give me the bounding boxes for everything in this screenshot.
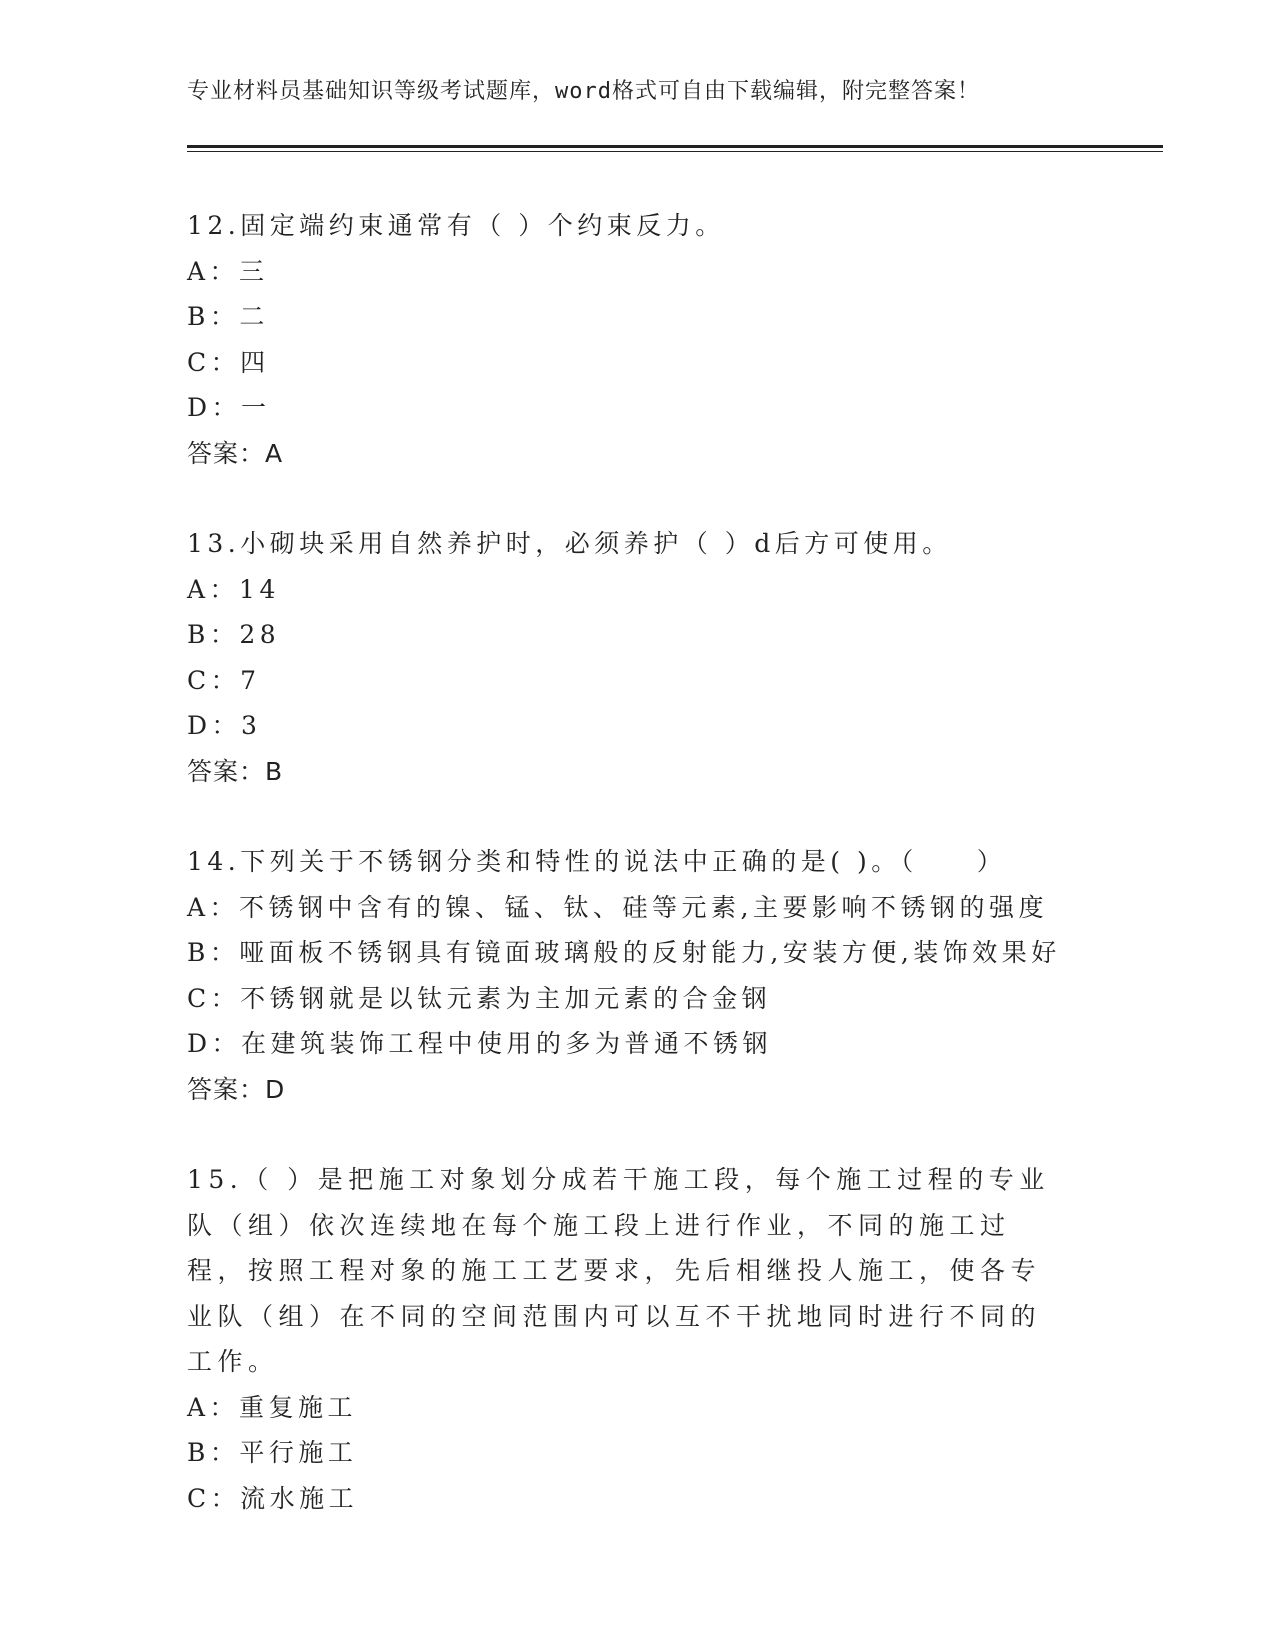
question-14 [187,839,1067,1112]
header-rule-thin [187,151,1163,152]
answer: 答案：D [187,1074,286,1104]
option-a: A：不锈钢中含有的镍、锰、钛、硅等元素,主要影响不锈钢的强度 [187,892,1049,922]
option-b: B：哑面板不锈钢具有镜面玻璃般的反射能力,安装方便,装饰效果好 [187,938,1061,967]
option-a: A：三 [187,256,269,286]
page-header: 专业材料员基础知识等级考试题库，word格式可自由下载编辑，附完整答案！ [187,79,980,104]
option-c: C：流水施工 [187,1483,359,1513]
option-d: D：在建筑装饰工程中使用的多为普通不锈钢 [187,1029,773,1058]
option-d: D：一 [187,393,271,422]
question-text: 15.（ ）是把施工对象划分成若干施工段，每个施工过程的专业队（组）依次连续地在每个施工段上进行作业，不同的施工过程，按照工程对象的施工工艺要求，先后相继投人施工，使各专业队（组）在不同的空间范围内可以互不干扰地同时进行不同的工作。 [187,1165,1050,1376]
question-13 [187,521,1067,794]
question-15 [187,1157,1067,1521]
question-list [187,203,1067,1566]
option-a: A：重复施工 [187,1392,358,1422]
option-c: C：不锈钢就是以钛元素为主加元素的合金钢 [187,983,772,1013]
header-rule-thick [187,145,1163,148]
option-a: A：14 [187,574,280,604]
question-12 [187,203,1067,476]
option-d: D：3 [187,711,262,740]
option-c: C：四 [187,347,270,377]
option-b: B：平行施工 [187,1438,358,1467]
answer: 答案：B [187,756,284,786]
option-b: B：二 [187,302,269,331]
question-text: 12.固定端约束通常有（ ）个约束反力。 [187,211,725,240]
answer: 答案：A [187,438,284,468]
question-text: 14.下列关于不锈钢分类和特性的说法中正确的是( )。（ ） [187,847,1007,876]
option-c: C：7 [187,665,261,695]
option-b: B：28 [187,620,281,649]
question-text: 13.小砌块采用自然养护时，必须养护（ ）d后方可使用。 [187,529,952,558]
